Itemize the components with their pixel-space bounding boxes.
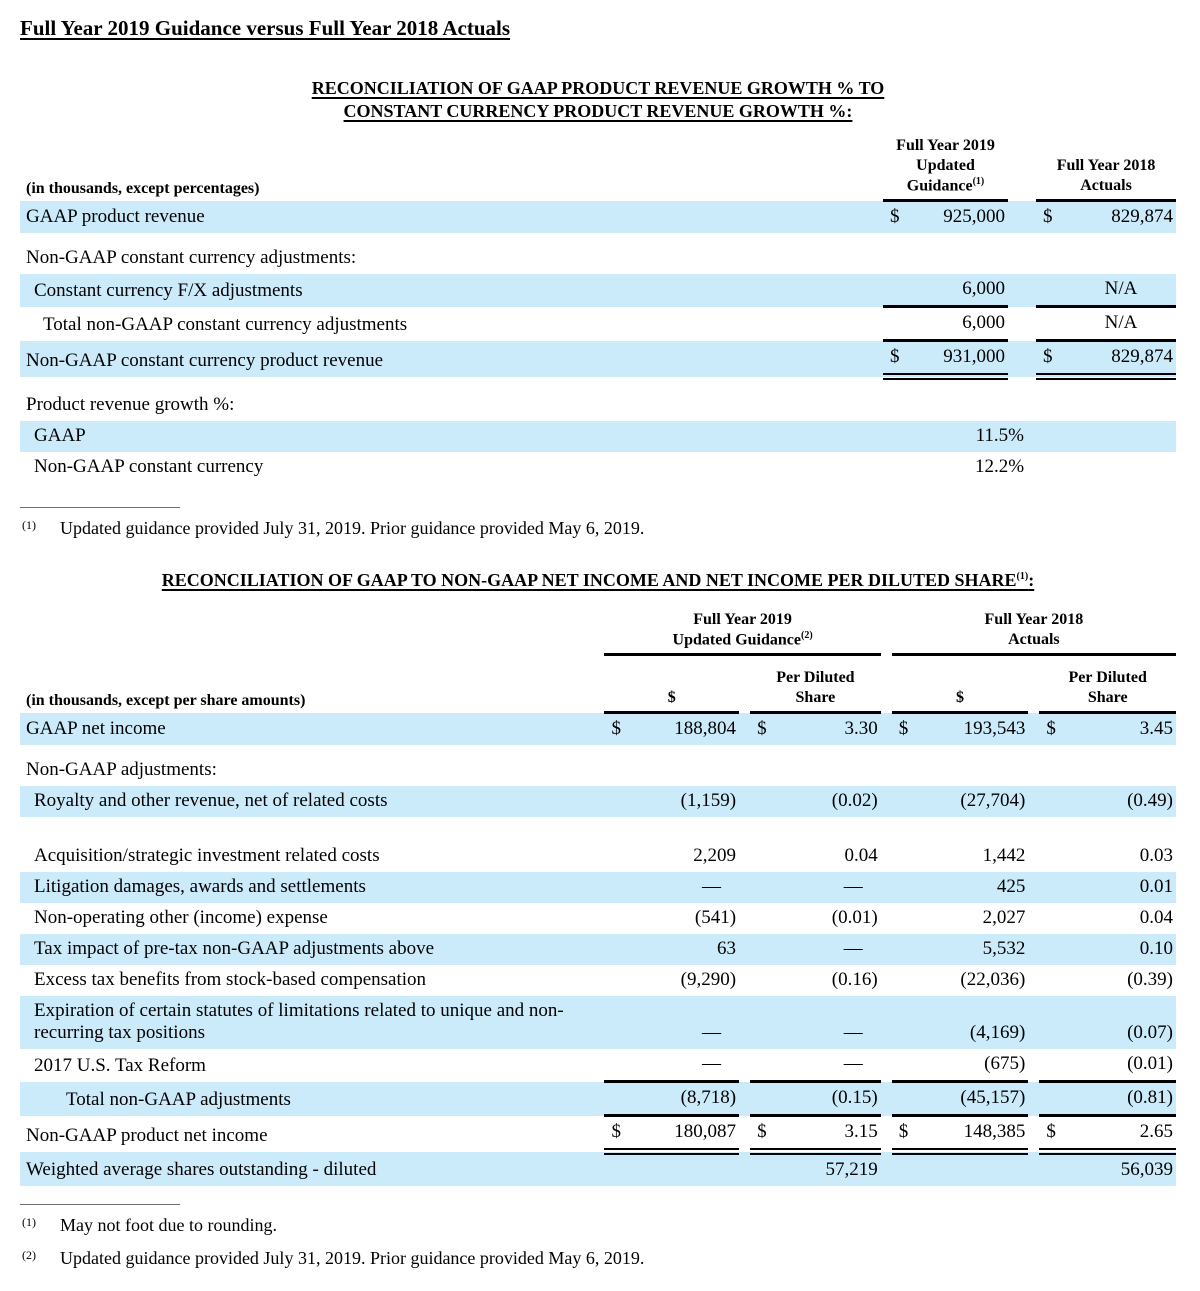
currency-cell [1039,996,1069,1049]
gap-cell [1028,1116,1039,1152]
row-label: Non-GAAP constant currency adjustments: [26,247,357,269]
value-cell: 931,000 [913,341,1008,377]
table-row [20,1082,1176,1116]
currency-cell [604,965,634,996]
footnote-divider [20,1204,180,1205]
footnote-ref-icon: (2) [800,629,813,641]
currency-cell: $ [1036,201,1066,234]
currency-cell: $ [1039,1116,1069,1152]
value-cell: (0.16) [831,969,878,991]
net-income-reconciliation-table [20,606,1176,1186]
table-row [20,377,1176,422]
value-cell: (0.01) [1070,1049,1177,1082]
group-header-2018 [892,606,1176,655]
footnote-marker: (1) [22,1215,36,1230]
currency-cell [883,421,913,452]
table-row [20,934,1176,965]
gap-cell [739,786,750,817]
currency-cell [892,841,922,872]
row-label: Non-GAAP product net income [26,1124,268,1146]
table-row [20,786,1176,817]
row-label: Tax impact of pre-tax non-GAAP adjustments above [20,934,604,965]
currency-cell [1036,274,1066,307]
value-cell: 0.04 [1139,907,1173,929]
gap-cell [739,1152,750,1187]
currency-cell: $ [1036,341,1066,377]
gap-cell [739,965,750,996]
gap-cell [881,841,892,872]
gap-cell [739,655,750,713]
footnote-divider [20,507,180,508]
column-header-2018 [1036,132,1176,201]
subheader-per-diluted-share: Per Diluted Share [1039,655,1176,713]
currency-cell: $ [892,1116,922,1152]
gap-cell [739,1116,750,1152]
footnote-text: May not foot due to rounding. [60,1215,277,1236]
value-cell: (45,157) [922,1082,1028,1116]
table2-heading [20,569,1176,592]
value-cell: 6,000 [913,307,1008,341]
value-cell: 425 [922,872,1028,903]
gap-cell [1028,1152,1039,1187]
gap-cell [1028,872,1039,903]
table-row [20,452,1176,483]
value-cell: 829,874 [1066,201,1176,234]
gap-cell [739,841,750,872]
gap-cell [881,655,892,713]
row-label: 2017 U.S. Tax Reform [34,1054,206,1076]
gap-cell [1028,996,1039,1049]
value-cell: 0.04 [844,845,878,867]
table-row [20,841,1176,872]
currency-cell [1039,872,1069,903]
group-header-line: Full Year 2019 [693,610,792,628]
currency-cell [750,934,780,965]
spacer-row [20,817,1176,841]
value-cell: — [635,872,739,903]
footnote-text: Updated guidance provided July 31, 2019. Prior guidance provided May 6, 2019. [60,518,645,539]
table-row [20,872,1176,903]
value-cell: 188,804 [635,713,739,746]
gap-cell [1028,1049,1039,1082]
subheader-per-diluted-share: Per Diluted Share [750,655,881,713]
gap-cell [881,872,892,903]
value-cell: (4,169) [922,996,1028,1049]
table1-header-row [20,132,1176,201]
currency-cell [604,1049,634,1082]
units-note: (in thousands, except per share amounts) [26,691,306,709]
currency-cell [750,996,780,1049]
gap-cell [20,606,604,655]
table-row [20,1152,1176,1187]
value-cell: — [635,1049,739,1082]
value-cell: — [780,872,880,903]
gap-cell [1028,655,1039,713]
footnote [20,1215,1176,1236]
value-cell: 148,385 [922,1116,1028,1152]
gap-cell [1028,786,1039,817]
currency-cell [1039,1152,1069,1187]
currency-cell [750,1049,780,1082]
value-cell: (0.07) [1070,996,1177,1049]
row-label: Expiration of certain statutes of limitations related to unique and non-recurring tax positions [20,996,604,1049]
currency-cell [892,1049,922,1082]
currency-cell [892,1082,922,1116]
currency-cell [750,965,780,996]
gap-cell [881,786,892,817]
value-cell: 180,087 [635,1116,739,1152]
row-label: Non-operating other (income) expense [34,907,328,929]
gap-cell [881,606,892,655]
value-cell: 2.65 [1070,1116,1177,1152]
units-note: (in thousands, except percentages) [26,179,260,197]
value-cell: 6,000 [913,274,1008,307]
row-label: Constant currency F/X adjustments [20,274,883,307]
gap-cell [881,996,892,1049]
currency-cell [604,841,634,872]
currency-cell [883,452,913,483]
column-header-line: Full Year 2018 [1056,157,1156,175]
currency-cell: $ [883,341,913,377]
value-cell: 925,000 [913,201,1008,234]
value-cell: — [780,996,880,1049]
table-row [20,307,1176,341]
gap-cell [739,903,750,934]
value-cell: — [780,934,880,965]
column-header-line: Updated [916,157,975,174]
value-cell: — [780,1049,880,1082]
currency-cell: $ [750,1116,780,1152]
gap-cell [1008,274,1036,307]
table2-subheader-row [20,655,1176,713]
gap-cell [739,713,750,746]
value-cell: 56,039 [1070,1152,1177,1187]
column-header-2019 [883,132,1008,201]
currency-cell [892,872,922,903]
value-cell: (1,159) [635,786,739,817]
value-cell: (27,704) [922,786,1028,817]
value-cell: (0.01) [831,907,878,929]
currency-cell [1039,934,1069,965]
gap-cell [1028,934,1039,965]
currency-cell [1039,786,1069,817]
value-cell: 5,532 [922,934,1028,965]
currency-cell [604,1082,634,1116]
column-header-line: Full Year 2019 [896,137,995,154]
row-label: Product revenue growth %: [26,394,235,416]
currency-cell [604,1152,634,1187]
value-cell: (541) [694,907,737,929]
currency-cell [750,1152,780,1187]
currency-cell: $ [604,713,634,746]
gap-cell [1028,1082,1039,1116]
row-label: GAAP [20,421,883,452]
value-cell [1066,421,1176,452]
currency-cell [1039,1082,1069,1116]
currency-cell [892,903,922,934]
gap-cell [881,934,892,965]
row-label: Total non-GAAP adjustments [20,1082,604,1116]
currency-cell: $ [604,1116,634,1152]
column-header-line: Actuals [1080,177,1132,195]
value-cell: (0.81) [1070,1082,1177,1116]
value-cell: (9,290) [680,969,737,991]
row-label: Non-GAAP adjustments: [26,759,217,781]
footnote-ref-icon: (1) [972,176,985,187]
currency-cell [1036,452,1066,483]
row-label: GAAP product revenue [20,201,883,234]
gap-cell [739,934,750,965]
value-cell [922,1152,1028,1187]
gap-cell [739,872,750,903]
currency-cell: $ [883,201,913,234]
table-row [20,341,1176,377]
gap-cell [881,1152,892,1187]
currency-cell [750,903,780,934]
value-cell: 12.2% [974,456,1025,478]
currency-cell [604,903,634,934]
row-label: Litigation damages, awards and settlements [20,872,604,903]
gap-cell [739,1082,750,1116]
currency-cell [1039,965,1069,996]
group-header-line: Updated Guidance$^{(2)}$ [672,629,813,649]
currency-cell [750,786,780,817]
currency-cell [883,307,913,341]
table-row [20,421,1176,452]
spacer-cell [20,817,1176,841]
table-row [20,274,1176,307]
group-header-line: Actuals [1008,631,1060,649]
value-cell: 3.30 [780,713,880,746]
value-cell: 829,874 [1066,341,1176,377]
gap-cell [739,1049,750,1082]
table-row [20,233,1176,274]
value-cell: 0.03 [1139,845,1173,867]
row-label: GAAP net income [20,713,604,746]
currency-cell [1039,841,1069,872]
value-cell: — [635,996,739,1049]
subheader-dollars: $ [892,655,1029,713]
row-label: Weighted average shares outstanding - diluted [20,1152,604,1187]
gap-cell [881,965,892,996]
subheader-dollars: $ [604,655,739,713]
table2-heading-text: RECONCILIATION OF GAAP TO NON-GAAP NET INCOME AND NET INCOME PER DILUTED SHARE [161,570,1017,591]
currency-cell [604,786,634,817]
row-label: Royalty and other revenue, net of related costs [20,786,604,817]
table-row [20,965,1176,996]
value-cell [1066,452,1176,483]
currency-cell [883,274,913,307]
footnote [20,518,1176,539]
gap-cell [739,996,750,1049]
value-cell: N/A [1066,274,1176,307]
currency-cell [1039,903,1069,934]
gap-cell [1008,341,1036,377]
gap-cell [1028,903,1039,934]
gap-cell [881,1049,892,1082]
footnote-marker: (1) [22,518,36,533]
gap-cell [1028,841,1039,872]
footnote-text: Updated guidance provided July 31, 2019. Prior guidance provided May 6, 2019. [60,1248,645,1269]
value-cell: (0.15) [780,1082,880,1116]
gap-cell [1028,965,1039,996]
group-header-2019 [604,606,880,655]
currency-cell [604,872,634,903]
value-cell: 1,442 [982,845,1026,867]
gap-cell [881,713,892,746]
table2-group-header-row [20,606,1176,655]
gap-cell [1008,307,1036,341]
currency-cell: $ [750,713,780,746]
currency-cell [1036,421,1066,452]
currency-cell: $ [892,713,922,746]
row-label: Non-GAAP constant currency product revenue [20,341,883,377]
currency-cell [750,1082,780,1116]
footnote-ref-icon: (1) [1016,571,1029,583]
table-row [20,903,1176,934]
value-cell: 0.01 [1070,872,1177,903]
column-header-line: Guidance$^{(1)}$ [906,176,985,195]
page-title: Full Year 2019 Guidance versus Full Year 2018 Actuals [20,16,511,40]
table1-heading [20,77,1176,122]
row-label: Acquisition/strategic investment related costs [34,845,380,867]
row-label: Excess tax benefits from stock-based compensation [34,969,427,991]
value-cell: 57,219 [780,1152,880,1187]
currency-cell [750,841,780,872]
footnote-marker: (2) [22,1248,36,1263]
revenue-growth-reconciliation-table [20,132,1176,483]
gap-cell [1028,713,1039,746]
value-cell: 0.10 [1070,934,1177,965]
table-row [20,996,1176,1049]
gap-cell [881,1116,892,1152]
value-cell: 3.45 [1070,713,1177,746]
gap-cell [1008,132,1036,201]
currency-cell [604,996,634,1049]
currency-cell [892,934,922,965]
value-cell: (22,036) [960,969,1026,991]
table-row [20,201,1176,234]
value-cell: (675) [922,1049,1028,1082]
currency-cell [892,996,922,1049]
footnote [20,1248,1176,1269]
value-cell: (0.49) [1070,786,1177,817]
value-cell: 2,209 [693,845,737,867]
value-cell: 63 [635,934,739,965]
table2-heading-colon: : [1028,570,1035,591]
currency-cell [892,965,922,996]
gap-cell [881,903,892,934]
value-cell: (8,718) [635,1082,739,1116]
row-label: Total non-GAAP constant currency adjustments [43,313,408,335]
group-header-line: Full Year 2018 [984,611,1084,629]
row-label: Non-GAAP constant currency [34,456,264,478]
currency-cell [1036,307,1066,341]
value-cell: (0.39) [1127,969,1173,991]
value-cell: 3.15 [780,1116,880,1152]
currency-cell [604,934,634,965]
currency-cell [892,1152,922,1187]
value-cell: 193,543 [922,713,1028,746]
currency-cell [1039,1049,1069,1082]
table-row [20,1116,1176,1152]
currency-cell: $ [1039,713,1069,746]
gap-cell [1008,201,1036,234]
value-cell [635,1152,739,1187]
currency-cell [750,872,780,903]
value-cell: 2,027 [982,907,1026,929]
table1-heading-line1: RECONCILIATION OF GAAP PRODUCT REVENUE GROWTH % TO [311,78,885,98]
gap-cell [881,1082,892,1116]
currency-cell [892,786,922,817]
table-row [20,713,1176,746]
value-cell: (0.02) [780,786,880,817]
value-cell: N/A [1066,307,1176,341]
value-cell: 11.5% [913,421,1036,452]
table-row [20,1049,1176,1082]
table1-heading-line2: CONSTANT CURRENCY PRODUCT REVENUE GROWTH %: [343,100,853,121]
table-row [20,745,1176,786]
